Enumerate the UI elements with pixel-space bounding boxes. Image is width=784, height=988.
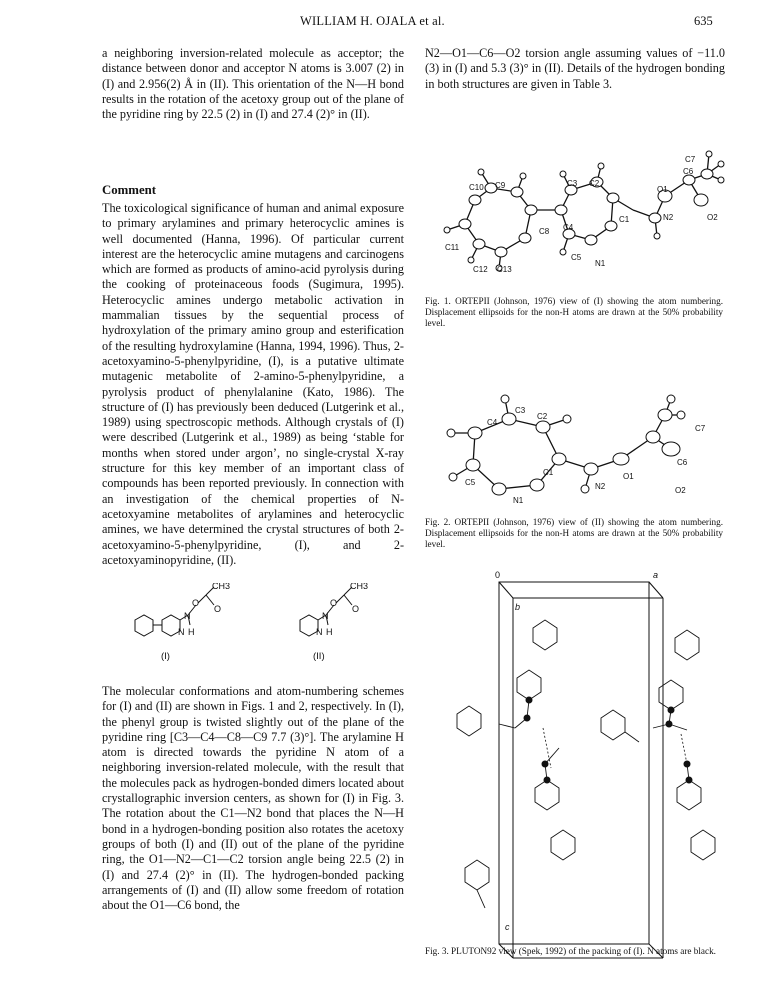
figure-2-ortep: [425, 385, 735, 513]
fig1-label-c9: C9: [495, 181, 506, 190]
fig1-label-c8: C8: [539, 227, 550, 236]
fig1-label-c5: C5: [571, 253, 582, 262]
scheme-o-3: O: [330, 598, 338, 608]
fig2-label-n2: N2: [595, 482, 606, 491]
figure-2-caption: Fig. 2. ORTEPII (Johnson, 1976) view of (II) showing the atom numbering. Displacement ellipsoids for the non-H atoms are drawn at the 50% probability level.: [425, 517, 723, 549]
fig2-label-o1: O1: [623, 472, 634, 481]
figure-1-caption: Fig. 1. ORTEPII (Johnson, 1976) view of (I) showing the atom numbering. Displacement ellipsoids for the non-H atoms are drawn at the 50% probability level.: [425, 296, 723, 328]
scheme-o-4: O: [352, 604, 360, 614]
phenyl-ring: [135, 615, 153, 636]
scheme-ch3-2: CH3: [350, 583, 369, 591]
scheme-label-I: (I): [161, 651, 170, 662]
scheme-label-II: (II): [313, 651, 325, 662]
fig2-label-o2: O2: [675, 486, 686, 495]
fig2-label-c1: C1: [543, 468, 554, 477]
fig1-label-o1: O1: [657, 185, 668, 194]
fig1-label-c11: C11: [445, 243, 460, 252]
fig2-label-c6: C6: [677, 458, 688, 467]
fig2-label-c4: C4: [487, 418, 498, 427]
page-number: 635: [694, 14, 713, 28]
left-paragraph-3: The molecular conformations and atom-numbering schemes for (I) and (II) are shown in Figs. 1 and 2, respectively. In (I), the phenyl group is twisted slightly out of the plane of the pyridine ring [C3—C4—C8—C9 7.7 (3)°]. The arylamine H atom is directed towards the pyridine N atom of a neighboring inversion-related molecule, with the result that the molecules pack as hydrogen-bonded dimers located about crystallographic inversion centers, as shown for (I) in Fig. 3. The rotation about the C1—N2 bond that places the N—H bond in a hydrogen-bonding position also rotates the acetoxy groups of both (I) and (II) out of the plane of the pyridine ring, the O1—N2—C1—C2 torsion angle being 22.5 (2) in (I) and 27.4 (2)° in (II). The hydrogen-bonded packing arrangements of (I) and (II) allow some freedom of rotation about the O1—C6 bond, the: [102, 684, 404, 913]
fig3-axis-origin: 0: [495, 570, 501, 580]
running-author: WILLIAM H. OJALA et al.: [300, 14, 445, 28]
section-heading-comment: Comment: [102, 183, 157, 197]
right-paragraph-1: N2—O1—C6—O2 torsion angle assuming values of −11.0 (3) in (I) and 5.3 (3)° in (II). Details of the hydrogen bonding in both structures are given in Table 3.: [425, 46, 725, 91]
fig2-label-c3: C3: [515, 406, 526, 415]
fig1-label-c13: C13: [497, 265, 512, 274]
fig3-axis-c: c: [505, 922, 510, 932]
scheme-o-1: O: [192, 598, 200, 608]
fig1-label-o2: O2: [707, 213, 718, 222]
fig3-axis-a: a: [653, 570, 659, 580]
scheme-ch3-1: CH3: [212, 583, 231, 591]
figure-3-caption: Fig. 3. PLUTON92 view (Spek, 1992) of the packing of (I). N atoms are black.: [425, 946, 716, 956]
unit-cell-front: [499, 582, 649, 944]
fig1-label-c4: C4: [563, 223, 574, 232]
left-paragraph-2: The toxicological significance of human and animal exposure to primary arylamines and primary heterocyclic amines is well documented (Hanna, 1996). Of particular current interest are the heterocyclic amine mutagens and carcinogens which are formed as products of amino-acid pyrolysis during the cooking of proteinaceous foods (Sugimura, 1995). Heterocyclic amines undergo metabolic activation in mammalian tissues by the sequential process of hydroxylation of the primary amino group and esterification of the resulting hydroxylamine (Hanna, 1994, 1996). Thus, 2-acetoxyamino-5-phenylpyridine, (I), is a putative ultimate mutagenic metabolite of 2-amino-5-phenylpyridine, a pyrolysis product of phenylalanine (Kato, 1986). The structure of (I) has previously been deduced (Lutgerink et al., 1989) using spectroscopic methods. Although crystals of (I) were described (Lutgerink et al., 1989) as being ‘stable for months when stored under argon’, no single-crystal X-ray structure for this key member of an important class of compounds has been reported previously. In connection with an investigation of the chemical properties of N-acetoxyamine metabolites of arylamines and heterocyclic amines, we have determined the crystal structures of both 2-acetoxyamino-5-phenylpyridine, (I), and 2-acetoxyaminopyridine, (II).: [102, 201, 404, 567]
scheme-n-2: N: [322, 611, 329, 621]
fig3-axis-b: b: [515, 602, 521, 612]
scheme-n-ring-2: N: [316, 627, 323, 637]
fig2-label-c7: C7: [695, 424, 706, 433]
fig1-label-c6: C6: [683, 167, 694, 176]
fig1-label-c7: C7: [685, 155, 696, 164]
fig1-label-c12: C12: [473, 265, 488, 274]
fig1-label-c10: C10: [469, 183, 484, 192]
chemical-scheme: [120, 583, 400, 665]
fig1-label-c3: C3: [567, 179, 578, 188]
figure-3-packing: [425, 568, 735, 968]
scheme-n-ring-1: N: [178, 627, 185, 637]
fig1-label-n1: N1: [595, 259, 606, 268]
fig2-label-c5: C5: [465, 478, 476, 487]
fig1-label-c2: C2: [589, 179, 600, 188]
fig1-label-n2: N2: [663, 213, 674, 222]
fig2-label-c2: C2: [537, 412, 548, 421]
figure-1-ortep: [425, 140, 735, 288]
scheme-h-1: H: [188, 627, 195, 637]
scheme-o-2: O: [214, 604, 222, 614]
scheme-h-2: H: [326, 627, 333, 637]
scheme-n-1: N: [184, 611, 191, 621]
fig1-label-c1: C1: [619, 215, 630, 224]
fig2-label-n1: N1: [513, 496, 524, 505]
left-paragraph-1: a neighboring inversion-related molecule as acceptor; the distance between donor and acceptor N atoms is 3.007 (2) in (I) and 2.956(2) Å in (II). This orientation of the N—H bond results in the rotation of the acetoxy group out of the plane of the pyridine ring by 22.5 (2) in (I) and 27.4 (2)° in (II).: [102, 46, 404, 122]
